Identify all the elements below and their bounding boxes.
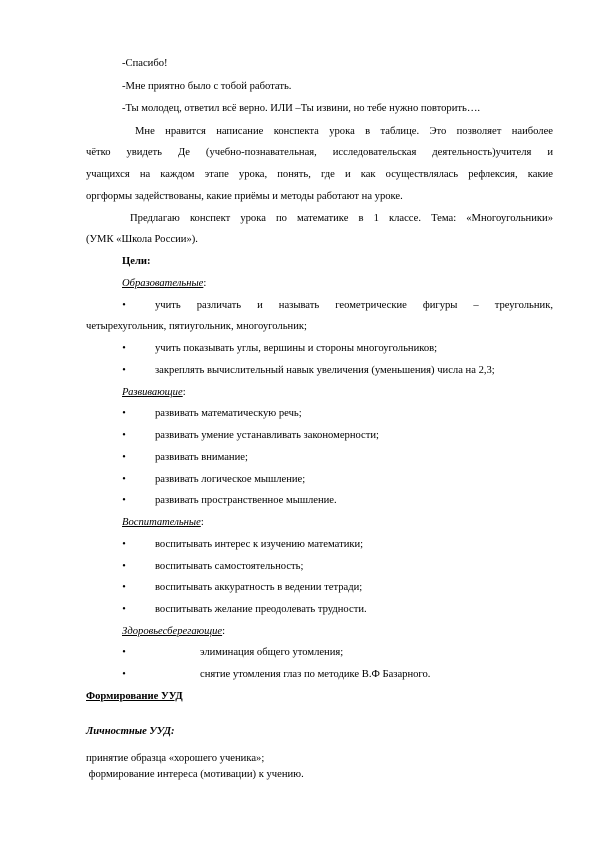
paragraph-2-line-1: Предлагаю конспект урока по математике в 1 классе. Тема: «Многоугольники» (130, 213, 553, 224)
dialogue-line-3: -Ты молодец, ответил всё верно. ИЛИ –Ты извини, но тебе нужно повторить…. (122, 103, 481, 114)
upbringing-item-2: воспитывать самостоятельность; (155, 561, 304, 572)
paragraph-1-line-4: оргформы задействованы, какие приёмы и методы работают на уроке. (86, 191, 403, 202)
upbringing-colon: : (200, 517, 204, 528)
bullet-icon: • (122, 452, 126, 463)
bullet-icon: • (122, 561, 126, 572)
dialogue-line-2: -Мне приятно было с тобой работать. (122, 81, 292, 92)
developing-item-2: развивать умение устанавливать закономерности; (155, 430, 379, 441)
developing-item-1: развивать математическую речь; (155, 408, 302, 419)
developing-heading-text: Развивающие (122, 387, 183, 398)
bullet-icon: • (122, 582, 126, 593)
health-heading-text: Здоровьесберегающие (122, 626, 223, 637)
upbringing-item-1: воспитывать интерес к изучению математики; (155, 539, 364, 550)
bullet-icon: • (122, 365, 126, 376)
paragraph-2-line-2: (УМК «Школа России»). (86, 234, 198, 245)
developing-colon: : (182, 387, 186, 398)
health-item-2: снятие утомления глаз по методике В.Ф Базарного. (200, 669, 431, 680)
educational-item-1-line-2: четырехугольник, пятиугольник, многоугольник; (86, 321, 307, 332)
paragraph-1-line-3: учащихся на каждом этапе урока, понять, где и как осуществлялась рефлексия, какие (86, 169, 553, 180)
bullet-icon: • (122, 430, 126, 441)
educational-item-3: закреплять вычислительный навык увеличения (уменьшения) числа на 2,3; (155, 365, 495, 376)
bullet-icon: • (122, 300, 126, 311)
health-item-1: элиминация общего утомления; (200, 647, 344, 658)
upbringing-item-4: воспитывать желание преодолевать трудности. (155, 604, 367, 615)
bullet-icon: • (122, 474, 126, 485)
educational-item-2: учить показывать углы, вершины и стороны многоугольников; (155, 343, 438, 354)
bullet-icon: • (122, 539, 126, 550)
health-heading (122, 625, 225, 638)
uud-heading: Формирование УУД (86, 691, 183, 702)
upbringing-heading (122, 516, 204, 529)
bullet-icon: • (122, 647, 126, 658)
upbringing-item-3: воспитывать аккуратность в ведении тетради; (155, 582, 363, 593)
personal-uud-heading: Личностные УУД: (86, 726, 175, 737)
personal-item-2: формирование интереса (мотивации) к учению. (86, 769, 304, 780)
developing-heading (122, 386, 186, 399)
developing-item-4: развивать логическое мышление; (155, 474, 306, 485)
educational-heading (122, 277, 206, 290)
developing-item-3: развивать внимание; (155, 452, 248, 463)
bullet-icon: • (122, 408, 126, 419)
developing-item-5: развивать пространственное мышление. (155, 495, 337, 506)
bullet-icon: • (122, 669, 126, 680)
goals-heading: Цели: (122, 256, 151, 267)
upbringing-heading-text: Воспитательные (122, 517, 201, 528)
paragraph-1-line-1: Мне нравится написание конспекта урока в таблице. Это позволяет наиболее (135, 126, 553, 137)
dialogue-line-1: -Спасибо! (122, 58, 168, 69)
bullet-icon: • (122, 495, 126, 506)
educational-item-1-line-1: учить различать и называть геометрические фигуры – треугольник, (155, 300, 553, 311)
bullet-icon: • (122, 343, 126, 354)
health-colon: : (222, 626, 226, 637)
educational-heading-text: Образовательные (122, 278, 204, 289)
personal-item-1: принятие образца «хорошего ученика»; (86, 753, 265, 764)
educational-colon: : (203, 278, 207, 289)
paragraph-1-line-2: чётко увидеть Де (учебно-познавательная, исследовательская деятельность)учителя и (86, 147, 553, 158)
bullet-icon: • (122, 604, 126, 615)
